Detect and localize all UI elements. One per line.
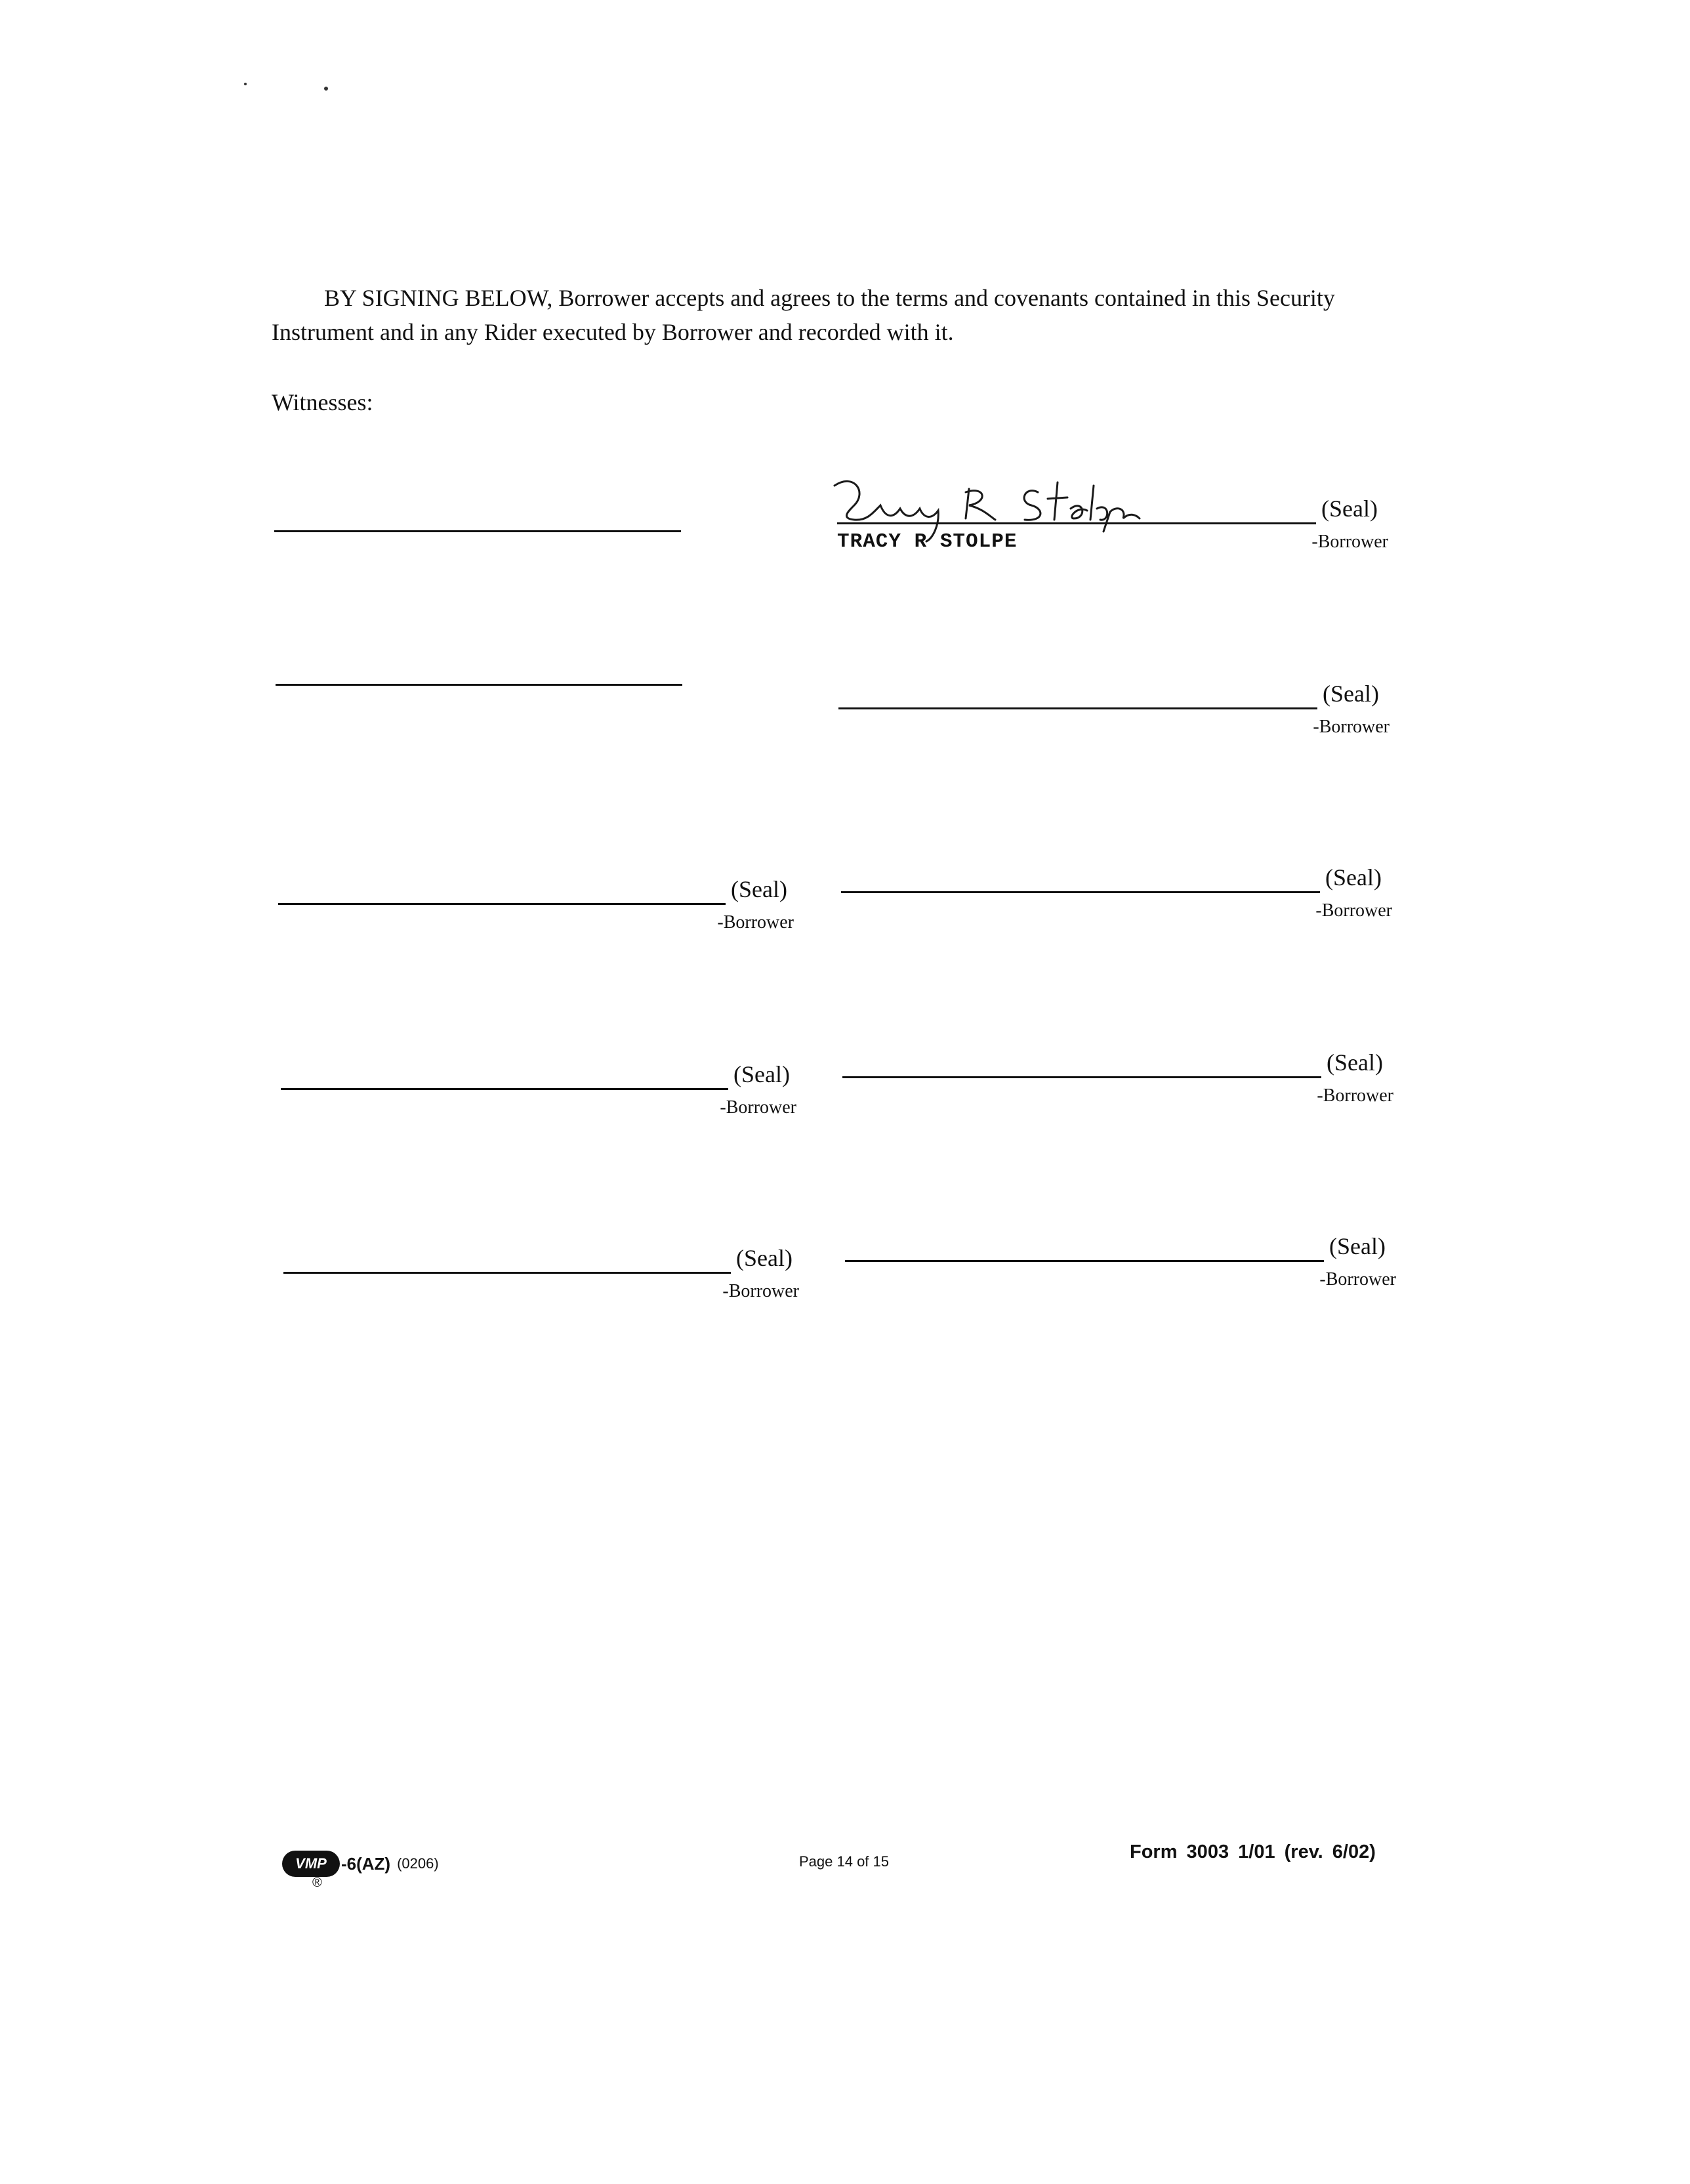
- vmp-form-code: [282, 1851, 439, 1877]
- borrower-label: -Borrower: [1317, 1085, 1393, 1106]
- borrower-label: -Borrower: [1313, 717, 1390, 737]
- seal-label: (Seal): [1323, 681, 1379, 707]
- witness-signature-line[interactable]: [276, 684, 682, 686]
- seal-label: (Seal): [1329, 1233, 1386, 1259]
- borrower-signature-line[interactable]: [838, 707, 1317, 709]
- borrower-signature-block: [838, 681, 1390, 773]
- signing-statement: [272, 281, 1400, 349]
- vmp-logo-icon: VMP: [282, 1851, 340, 1877]
- witness-signature-line[interactable]: [274, 530, 681, 532]
- registered-mark: ®: [312, 1876, 322, 1890]
- borrower-signature-line[interactable]: [842, 1076, 1321, 1078]
- witnesses-label: Witnesses:: [272, 389, 373, 415]
- borrower-signature-line[interactable]: [837, 522, 1316, 524]
- seal-label: (Seal): [1321, 495, 1378, 522]
- borrower-signature-line[interactable]: [841, 891, 1320, 893]
- page-number: Page 14 of 15: [799, 1853, 890, 1870]
- seal-label: (Seal): [736, 1245, 793, 1271]
- borrower-signature-block: [845, 1233, 1396, 1326]
- seal-label: (Seal): [1327, 1049, 1383, 1076]
- borrower-name: TRACY R STOLPE: [837, 530, 1018, 553]
- borrower-label: -Borrower: [717, 912, 794, 933]
- borrower-signature-line[interactable]: [283, 1272, 731, 1274]
- borrower-label: -Borrower: [1319, 1269, 1396, 1290]
- seal-label: (Seal): [1325, 864, 1382, 891]
- borrower-signature-line[interactable]: [845, 1260, 1324, 1262]
- seal-label: (Seal): [733, 1061, 790, 1087]
- signing-statement-text: BY SIGNING BELOW, Borrower accepts and agrees to the terms and covenants contained in this Security Instrument and in any Rider executed by Borrower and recorded with it.: [272, 285, 1335, 345]
- scan-speck: [324, 87, 328, 91]
- borrower-signature-line[interactable]: [278, 903, 726, 905]
- borrower-label: -Borrower: [1315, 900, 1392, 921]
- form-code-date: (0206): [397, 1855, 439, 1872]
- borrower-label: -Borrower: [1311, 532, 1388, 552]
- form-number: Form 3003 1/01 (rev. 6/02): [1130, 1841, 1376, 1862]
- borrower-signature-block: [837, 495, 1388, 588]
- borrower-signature-block: [842, 1049, 1393, 1142]
- borrower-signature-block: [281, 1061, 806, 1154]
- borrower-signature-block: [283, 1245, 808, 1337]
- borrower-signature-block: [278, 876, 803, 969]
- borrower-label: -Borrower: [722, 1281, 799, 1301]
- borrower-label: -Borrower: [720, 1097, 796, 1118]
- scan-speck: [244, 83, 247, 85]
- form-code: -6(AZ): [341, 1853, 391, 1874]
- borrower-signature-line[interactable]: [281, 1088, 728, 1090]
- borrower-signature-block: [841, 864, 1392, 957]
- seal-label: (Seal): [731, 876, 787, 902]
